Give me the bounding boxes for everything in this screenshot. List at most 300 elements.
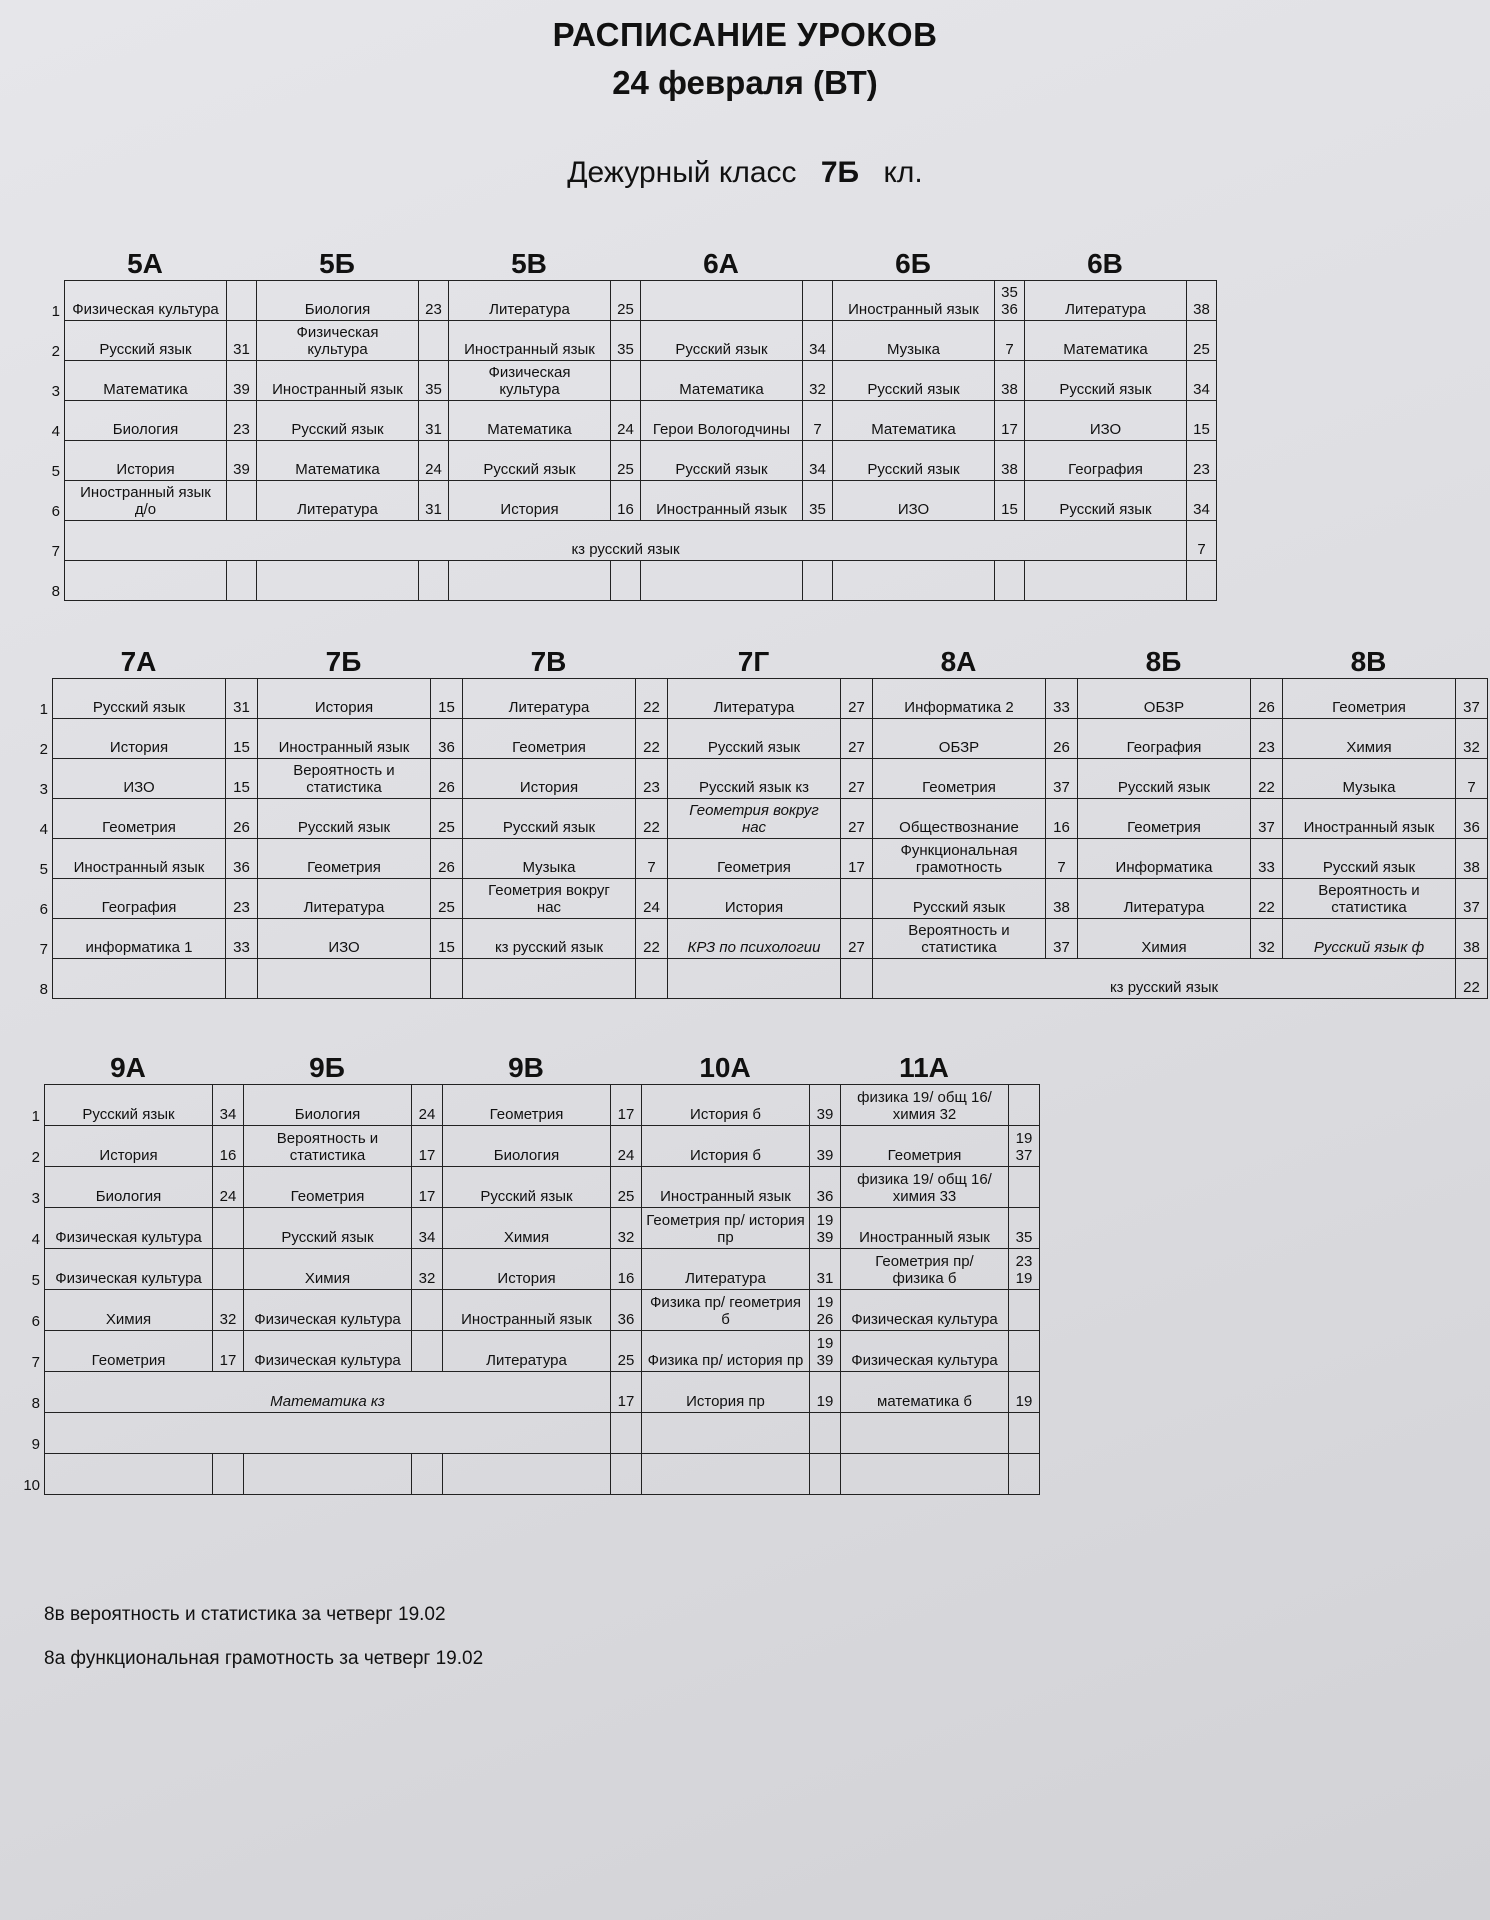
room-cell: 37: [1046, 919, 1078, 959]
room-cell: 26: [226, 799, 258, 839]
room-cell: 36: [611, 1290, 642, 1331]
schedule-block-7-8: [30, 646, 1488, 999]
room-cell: 19: [810, 1372, 841, 1413]
subject-cell: Русский язык: [1283, 839, 1456, 879]
empty-cell: [841, 959, 873, 999]
subject-cell: Русский язык: [641, 441, 803, 481]
room-cell: 37: [1456, 879, 1488, 919]
schedule-date: 24 февраля (ВТ): [612, 64, 878, 101]
room-cell: 19 39: [810, 1208, 841, 1249]
duty-label: Дежурный класс: [567, 156, 797, 189]
subject-cell: Геометрия: [1283, 679, 1456, 719]
lesson-number: 1: [31, 1108, 40, 1125]
room-cell: 37: [1046, 759, 1078, 799]
room-cell: 24: [213, 1167, 244, 1208]
subject-cell: Химия: [1078, 919, 1251, 959]
subject-cell: Химия: [45, 1290, 213, 1331]
subject-cell: История: [463, 759, 636, 799]
lesson-number: 5: [39, 861, 48, 878]
empty-cell: [841, 1413, 1009, 1454]
room-cell: [227, 481, 257, 521]
empty-cell: [213, 1454, 244, 1495]
room-cell: 23 19: [1009, 1249, 1040, 1290]
subject-cell: Геометрия: [258, 839, 431, 879]
subject-cell: физика 19/ общ 16/ химия 32: [841, 1085, 1009, 1126]
duty-suffix: кл.: [883, 156, 923, 189]
subject-cell: Иностранный язык д/о: [65, 481, 227, 521]
class-header: 8В: [1350, 646, 1387, 677]
lesson-number: 4: [51, 423, 60, 440]
room-cell: 38: [1456, 919, 1488, 959]
lesson-number: 4: [39, 821, 48, 838]
subject-cell: Литература: [258, 879, 431, 919]
room-cell: [611, 361, 641, 401]
subject-cell: История: [53, 719, 226, 759]
room-cell: 17: [611, 1372, 642, 1413]
subject-cell: Вероятность и статистика: [873, 919, 1046, 959]
subject-cell: Иностранный язык: [257, 361, 419, 401]
empty-cell: [53, 959, 226, 999]
lesson-number: 6: [31, 1313, 40, 1330]
empty-cell: [995, 561, 1025, 601]
empty-cell: [611, 1413, 642, 1454]
empty-cell: [803, 561, 833, 601]
lesson-number: 7: [39, 941, 48, 958]
subject-cell: Русский язык: [833, 441, 995, 481]
class-header: 9Б: [309, 1052, 345, 1083]
subject-cell: Физическая культура: [244, 1331, 412, 1372]
room-cell: 7: [1046, 839, 1078, 879]
note: 8в вероятность и статистика за четверг 19.02: [44, 1604, 446, 1625]
subject-cell: Русский язык кз: [668, 759, 841, 799]
subject-cell: Иностранный язык: [53, 839, 226, 879]
class-header: 6В: [1087, 248, 1123, 279]
subject-cell: История б: [642, 1126, 810, 1167]
empty-cell: [419, 561, 449, 601]
room-cell: 32: [611, 1208, 642, 1249]
subject-cell: Математика: [449, 401, 611, 441]
room-cell: 16: [213, 1126, 244, 1167]
schedule-block-5-6: [46, 248, 1217, 601]
class-header: 9В: [508, 1052, 544, 1083]
class-header: 7В: [530, 646, 567, 677]
subject-cell: Геометрия вокруг нас: [463, 879, 636, 919]
room-cell: 39: [810, 1126, 841, 1167]
subject-cell: Русский язык: [449, 441, 611, 481]
room-cell: 16: [611, 1249, 642, 1290]
empty-cell: [443, 1454, 611, 1495]
subject-cell: Русский язык: [258, 799, 431, 839]
room-cell: 22: [1456, 959, 1488, 999]
room-cell: 36: [226, 839, 258, 879]
room-cell: 15: [995, 481, 1025, 521]
subject-cell: Русский язык: [833, 361, 995, 401]
subject-cell: Русский язык: [873, 879, 1046, 919]
subject-cell: Математика: [1025, 321, 1187, 361]
room-cell: 7: [1187, 521, 1217, 561]
subject-cell: Математика: [65, 361, 227, 401]
room-cell: 39: [810, 1085, 841, 1126]
subject-cell: Литература: [463, 679, 636, 719]
subject-cell: Литература: [1025, 281, 1187, 321]
subject-cell: Литература: [642, 1249, 810, 1290]
room-cell: 22: [636, 919, 668, 959]
empty-cell: [1009, 1413, 1040, 1454]
lesson-number: 8: [31, 1395, 40, 1412]
room-cell: 27: [841, 679, 873, 719]
subject-cell: География: [1025, 441, 1187, 481]
subject-cell: Геометрия: [873, 759, 1046, 799]
room-cell: 32: [1251, 919, 1283, 959]
subject-cell: История: [258, 679, 431, 719]
subject-cell: математика б: [841, 1372, 1009, 1413]
duty-class: 7Б: [820, 156, 860, 189]
subject-cell: ОБЗР: [1078, 679, 1251, 719]
room-cell: [213, 1249, 244, 1290]
subject-cell: Литература: [449, 281, 611, 321]
room-cell: 31: [810, 1249, 841, 1290]
lesson-number: 8: [51, 583, 60, 600]
subject-cell: КРЗ по психологии: [668, 919, 841, 959]
empty-cell: [611, 1454, 642, 1495]
subject-cell: физика 19/ общ 16/ химия 33: [841, 1167, 1009, 1208]
subject-cell: История пр: [642, 1372, 810, 1413]
lesson-number: 10: [23, 1477, 40, 1494]
subject-cell: География: [53, 879, 226, 919]
subject-cell: Функциональная грамотность: [873, 839, 1046, 879]
room-cell: 24: [419, 441, 449, 481]
class-header: 8Б: [1145, 646, 1182, 677]
room-cell: [419, 321, 449, 361]
room-cell: 15: [226, 759, 258, 799]
room-cell: 19: [1009, 1372, 1040, 1413]
subject-cell: Иностранный язык: [449, 321, 611, 361]
room-cell: 23: [226, 879, 258, 919]
subject-cell: кз русский язык: [463, 919, 636, 959]
empty-cell: [45, 1454, 213, 1495]
subject-cell: История: [668, 879, 841, 919]
room-cell: 32: [213, 1290, 244, 1331]
lesson-number: 1: [39, 701, 48, 718]
subject-cell: Русский язык: [53, 679, 226, 719]
subject-cell: ИЗО: [833, 481, 995, 521]
empty-cell: [642, 1413, 810, 1454]
subject-cell: Русский язык: [463, 799, 636, 839]
room-cell: 25: [611, 1331, 642, 1372]
subject-cell: Информатика: [1078, 839, 1251, 879]
subject-cell: Физическая культура: [45, 1249, 213, 1290]
room-cell: 33: [1251, 839, 1283, 879]
room-cell: 24: [636, 879, 668, 919]
subject-cell: Иностранный язык: [443, 1290, 611, 1331]
room-cell: 15: [226, 719, 258, 759]
room-cell: 39: [227, 361, 257, 401]
subject-cell: Русский язык: [641, 321, 803, 361]
room-cell: 22: [636, 719, 668, 759]
subject-cell: Русский язык: [257, 401, 419, 441]
room-cell: 38: [995, 361, 1025, 401]
lesson-number: 2: [39, 741, 48, 758]
subject-cell: Русский язык: [45, 1085, 213, 1126]
subject-cell: Герои Вологодчины: [641, 401, 803, 441]
room-cell: 24: [611, 1126, 642, 1167]
class-headers: [30, 646, 1487, 678]
subject-cell: ОБЗР: [873, 719, 1046, 759]
room-cell: 17: [841, 839, 873, 879]
subject-cell: Геометрия: [244, 1167, 412, 1208]
empty-cell: [244, 1454, 412, 1495]
subject-cell: Музыка: [833, 321, 995, 361]
class-headers: [22, 1052, 1039, 1084]
subject-cell: Музыка: [1283, 759, 1456, 799]
empty-cell: [45, 1413, 611, 1454]
empty-cell: [642, 1454, 810, 1495]
empty-cell: [449, 561, 611, 601]
room-cell: 17: [412, 1167, 443, 1208]
room-cell: 35: [803, 481, 833, 521]
room-cell: 38: [1456, 839, 1488, 879]
subject-cell: Математика: [833, 401, 995, 441]
room-cell: 27: [841, 759, 873, 799]
schedule-table: [44, 1084, 1040, 1495]
class-header: 5Б: [319, 248, 355, 279]
lesson-number: 7: [31, 1354, 40, 1371]
room-cell: 34: [803, 441, 833, 481]
room-cell: 7: [1456, 759, 1488, 799]
lesson-number: 6: [39, 901, 48, 918]
lesson-number: 9: [31, 1436, 40, 1453]
empty-cell: [65, 561, 227, 601]
room-cell: 22: [1251, 879, 1283, 919]
room-cell: 25: [611, 441, 641, 481]
subject-cell: Биология: [257, 281, 419, 321]
empty-cell: [431, 959, 463, 999]
room-cell: [227, 281, 257, 321]
subject-cell: История: [45, 1126, 213, 1167]
empty-cell: [227, 561, 257, 601]
subject-cell: Химия: [1283, 719, 1456, 759]
empty-cell: [463, 959, 636, 999]
room-cell: 38: [995, 441, 1025, 481]
room-cell: 23: [1187, 441, 1217, 481]
room-cell: 17: [213, 1331, 244, 1372]
subject-cell: ИЗО: [1025, 401, 1187, 441]
room-cell: 23: [1251, 719, 1283, 759]
room-cell: 22: [636, 679, 668, 719]
room-cell: 16: [611, 481, 641, 521]
room-cell: 25: [611, 1167, 642, 1208]
merged-cell: Математика кз: [45, 1372, 611, 1413]
empty-cell: [258, 959, 431, 999]
subject-cell: Русский язык ф: [1283, 919, 1456, 959]
lesson-number: 7: [51, 543, 60, 560]
empty-cell: [810, 1454, 841, 1495]
lesson-number: 2: [31, 1149, 40, 1166]
room-cell: 26: [431, 759, 463, 799]
subject-cell: Информатика 2: [873, 679, 1046, 719]
room-cell: 17: [995, 401, 1025, 441]
room-cell: 25: [611, 281, 641, 321]
room-cell: 7: [636, 839, 668, 879]
room-cell: [412, 1290, 443, 1331]
subject-cell: [641, 281, 803, 321]
subject-cell: История: [443, 1249, 611, 1290]
subject-cell: Физическая культура: [841, 1331, 1009, 1372]
subject-cell: информатика 1: [53, 919, 226, 959]
room-cell: [412, 1331, 443, 1372]
subject-cell: Иностранный язык: [642, 1167, 810, 1208]
subject-cell: Русский язык: [443, 1167, 611, 1208]
empty-cell: [412, 1454, 443, 1495]
subject-cell: ИЗО: [53, 759, 226, 799]
room-cell: 23: [636, 759, 668, 799]
lesson-number: 3: [31, 1190, 40, 1207]
room-cell: 7: [995, 321, 1025, 361]
room-cell: 31: [419, 481, 449, 521]
room-cell: 7: [803, 401, 833, 441]
subject-cell: Литература: [443, 1331, 611, 1372]
empty-cell: [611, 561, 641, 601]
room-cell: 31: [226, 679, 258, 719]
schedule-table: [64, 280, 1217, 601]
subject-cell: Русский язык: [65, 321, 227, 361]
schedule-table: [52, 678, 1488, 999]
room-cell: 38: [1187, 281, 1217, 321]
room-cell: 15: [1187, 401, 1217, 441]
lesson-number: 8: [39, 981, 48, 998]
class-headers: [46, 248, 1216, 280]
subject-cell: Геометрия: [45, 1331, 213, 1372]
subject-cell: Иностранный язык: [833, 281, 995, 321]
empty-cell: [668, 959, 841, 999]
lesson-number: 3: [39, 781, 48, 798]
room-cell: 27: [841, 919, 873, 959]
room-cell: 25: [431, 799, 463, 839]
duty-class-line: [0, 156, 1490, 190]
room-cell: 19 37: [1009, 1126, 1040, 1167]
room-cell: 26: [1251, 679, 1283, 719]
subject-cell: Вероятность и статистика: [244, 1126, 412, 1167]
class-header: 6А: [703, 248, 739, 279]
subject-cell: Музыка: [463, 839, 636, 879]
room-cell: 35: [419, 361, 449, 401]
room-cell: 33: [1046, 679, 1078, 719]
subject-cell: Геометрия пр/ история пр: [642, 1208, 810, 1249]
merged-cell: кз русский язык: [873, 959, 1456, 999]
subject-cell: Математика: [257, 441, 419, 481]
subject-cell: Геометрия: [463, 719, 636, 759]
class-header: 9А: [110, 1052, 146, 1083]
room-cell: [1009, 1085, 1040, 1126]
subject-cell: Литература: [668, 679, 841, 719]
subject-cell: Физика пр/ геометрия б: [642, 1290, 810, 1331]
subject-cell: Иностранный язык: [641, 481, 803, 521]
lesson-number: 6: [51, 503, 60, 520]
room-cell: 34: [1187, 481, 1217, 521]
room-cell: 16: [1046, 799, 1078, 839]
empty-cell: [226, 959, 258, 999]
room-cell: 24: [611, 401, 641, 441]
room-cell: 39: [227, 441, 257, 481]
class-header: 11А: [899, 1052, 949, 1083]
subject-cell: Литература: [1078, 879, 1251, 919]
room-cell: 32: [412, 1249, 443, 1290]
subject-cell: Иностранный язык: [841, 1208, 1009, 1249]
room-cell: 27: [841, 799, 873, 839]
room-cell: 34: [412, 1208, 443, 1249]
class-header: 7Г: [737, 646, 770, 677]
class-header: 10А: [699, 1052, 751, 1083]
room-cell: 35 36: [995, 281, 1025, 321]
room-cell: 31: [419, 401, 449, 441]
room-cell: 36: [431, 719, 463, 759]
subject-cell: Математика: [641, 361, 803, 401]
subject-cell: Физическая культура: [45, 1208, 213, 1249]
room-cell: [1009, 1331, 1040, 1372]
room-cell: 32: [1456, 719, 1488, 759]
room-cell: 36: [1456, 799, 1488, 839]
subject-cell: Геометрия вокруг нас: [668, 799, 841, 839]
room-cell: 25: [431, 879, 463, 919]
subject-cell: Физическая культура: [65, 281, 227, 321]
subject-cell: Иностранный язык: [1283, 799, 1456, 839]
room-cell: 24: [412, 1085, 443, 1126]
schedule-block-9-11: [22, 1052, 1040, 1495]
subject-cell: Химия: [443, 1208, 611, 1249]
room-cell: 19 26: [810, 1290, 841, 1331]
room-cell: 36: [810, 1167, 841, 1208]
subject-cell: Вероятность и статистика: [1283, 879, 1456, 919]
room-cell: 15: [431, 919, 463, 959]
subject-cell: Физическая культура: [244, 1290, 412, 1331]
note: 8а функциональная грамотность за четверг 19.02: [44, 1648, 484, 1669]
room-cell: 34: [803, 321, 833, 361]
empty-cell: [641, 561, 803, 601]
room-cell: 32: [803, 361, 833, 401]
class-header: 7Б: [325, 646, 362, 677]
subject-cell: Геометрия: [53, 799, 226, 839]
room-cell: [1009, 1167, 1040, 1208]
subject-cell: Русский язык: [1025, 361, 1187, 401]
empty-cell: [1009, 1454, 1040, 1495]
subject-cell: Русский язык: [1025, 481, 1187, 521]
subject-cell: Русский язык: [668, 719, 841, 759]
merged-cell: кз русский язык: [65, 521, 1187, 561]
room-cell: 38: [1046, 879, 1078, 919]
room-cell: 35: [611, 321, 641, 361]
room-cell: [803, 281, 833, 321]
room-cell: 34: [213, 1085, 244, 1126]
class-header: 5А: [127, 248, 163, 279]
subject-cell: Иностранный язык: [258, 719, 431, 759]
lesson-number: 3: [51, 383, 60, 400]
room-cell: 35: [1009, 1208, 1040, 1249]
room-cell: 31: [227, 321, 257, 361]
empty-cell: [841, 1454, 1009, 1495]
room-cell: 23: [419, 281, 449, 321]
subject-cell: Биология: [443, 1126, 611, 1167]
room-cell: 22: [636, 799, 668, 839]
room-cell: 17: [611, 1085, 642, 1126]
subject-cell: Геометрия: [841, 1126, 1009, 1167]
room-cell: 26: [431, 839, 463, 879]
room-cell: 37: [1251, 799, 1283, 839]
empty-cell: [833, 561, 995, 601]
subject-cell: Физическая культура: [257, 321, 419, 361]
subject-cell: Обществознание: [873, 799, 1046, 839]
room-cell: 22: [1251, 759, 1283, 799]
room-cell: [841, 879, 873, 919]
